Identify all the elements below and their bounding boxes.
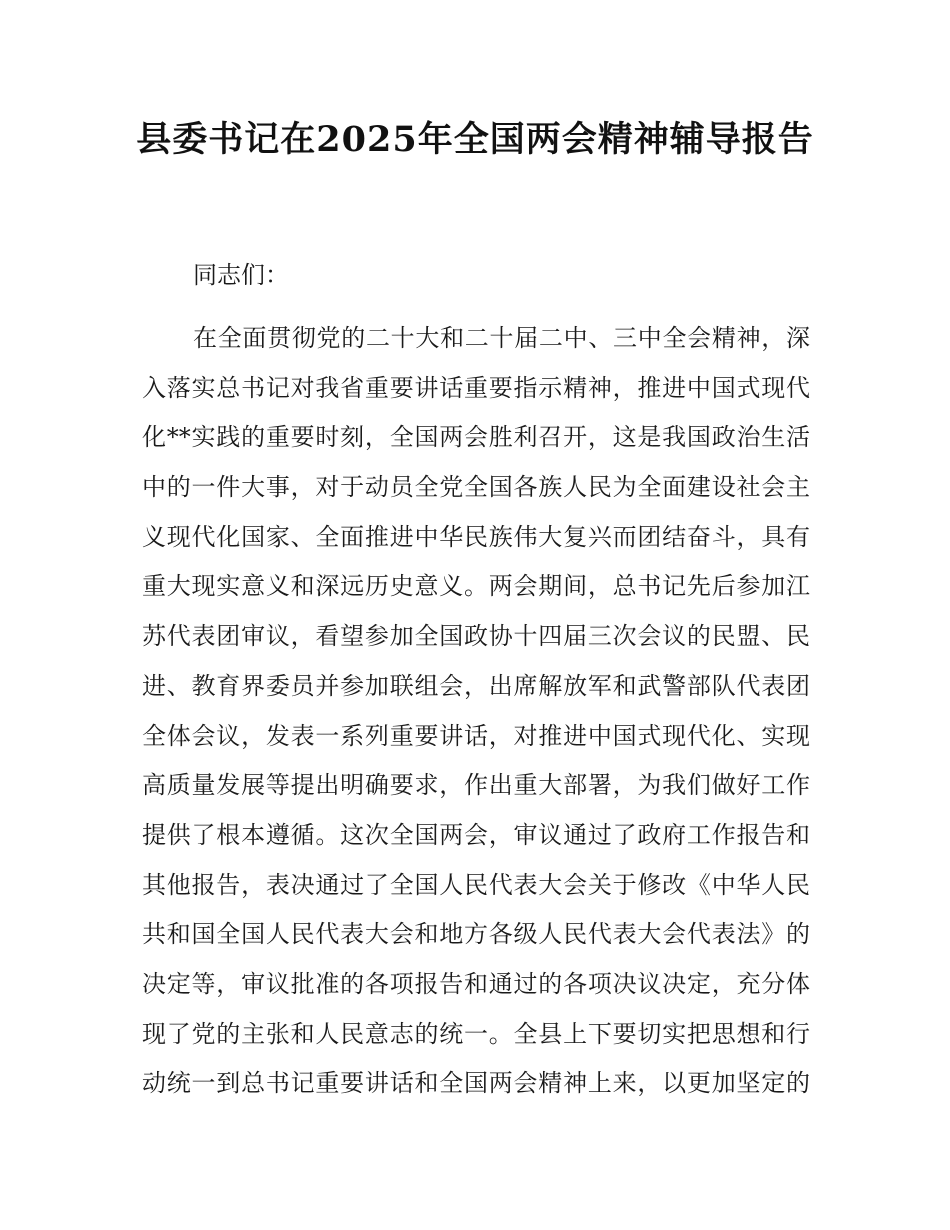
- document-title: 县委书记在2025年全国两会精神辅导报告: [136, 119, 814, 160]
- body-line: 共和国全国人民代表大会和地方各级人民代表大会代表法》的: [142, 920, 810, 949]
- body-line: 义现代化国家、全面推进中华民族伟大复兴而团结奋斗，具有: [142, 522, 810, 551]
- body-line: 动统一到总书记重要讲话和全国两会精神上来，以更加坚定的: [142, 1069, 810, 1098]
- body-line: 进、教育界委员并参加联组会，出席解放军和武警部队代表团: [142, 671, 810, 700]
- body-line: 其他报告，表决通过了全国人民代表大会关于修改《中华人民: [142, 870, 810, 899]
- body-line: 现了党的主张和人民意志的统一。全县上下要切实把思想和行: [142, 1019, 810, 1048]
- body-line: 提供了根本遵循。这次全国两会，审议通过了政府工作报告和: [142, 820, 810, 849]
- body-paragraph: [142, 314, 810, 1109]
- body-line: 重大现实意义和深远历史意义。两会期间，总书记先后参加江: [142, 572, 810, 601]
- body-line: 苏代表团审议，看望参加全国政协十四届三次会议的民盟、民: [142, 622, 810, 651]
- body-line: 中的一件大事，对于动员全党全国各族人民为全面建设社会主: [142, 473, 810, 502]
- body-line: 决定等，审议批准的各项报告和通过的各项决议决定，充分体: [142, 969, 810, 998]
- body-line: 高质量发展等提出明确要求，作出重大部署，为我们做好工作: [142, 771, 810, 800]
- body-line: 化**实践的重要时刻，全国两会胜利召开，这是我国政治生活: [142, 423, 810, 452]
- body-line: 全体会议，发表一系列重要讲话，对推进中国式现代化、实现: [142, 721, 810, 750]
- body-line: 在全面贯彻党的二十大和二十届二中、三中全会精神，深: [193, 324, 810, 352]
- body-line: 入落实总书记对我省重要讲话重要指示精神，推进中国式现代: [142, 373, 810, 402]
- salutation: 同志们：: [193, 261, 289, 289]
